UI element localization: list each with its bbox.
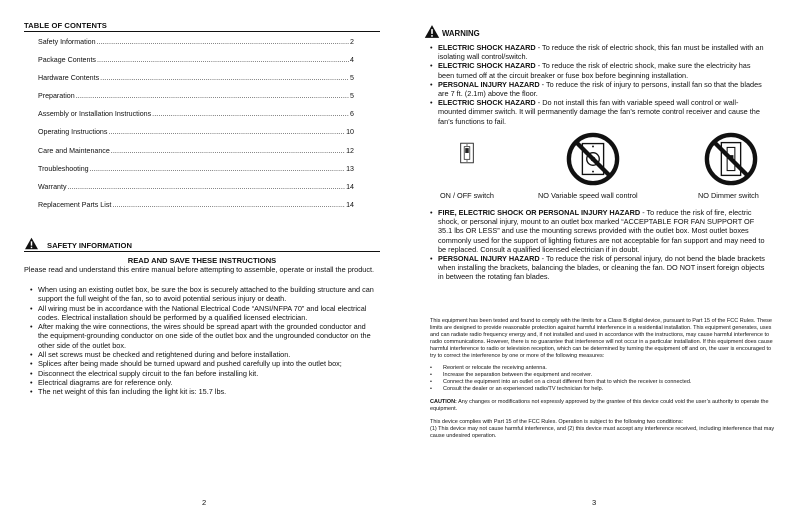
list-item: • All wiring must be in accordance with the National Electrical Code “ANSI/NFPA 70” and local electrical codes. Electrical installation should be performed by a qualified licensed electrician. — [30, 304, 376, 323]
toc-leader-dots — [97, 56, 349, 65]
safety-intro: Please read and understand this entire manual before attempting to assemble, operate or install the product. — [24, 265, 375, 274]
toc-entry-label: Assembly or Installation Instructions — [38, 110, 152, 119]
list-item: • The net weight of this fan including the light kit is: 15.7 lbs. — [30, 387, 376, 396]
part15-conditions: (1) This device may not cause harmful interference, and (2) this device must accept any interference received, including interference that may cause undesired operation. — [430, 425, 775, 439]
list-item — [430, 43, 766, 61]
safety-section-header — [24, 237, 380, 252]
toc-entry-page: 14 — [346, 182, 354, 191]
safety-title: SAFETY INFORMATION — [47, 241, 132, 250]
no-variable-speed-figure — [536, 130, 666, 205]
toc-leader-dots — [111, 147, 345, 156]
list-item: • After making the wire connections, the wires should be spread apart with the grounded conductor and the equipment-grounding conductor on one side of the outlet box and the ungrounded conductor on the other side of the outlet box. — [30, 322, 376, 350]
toc-entry-page: 12 — [346, 146, 354, 155]
toc-entry-label: Operating Instructions — [38, 128, 108, 137]
toc-entry-label: Replacement Parts List — [38, 200, 112, 209]
list-item: • Increase the separation between the equipment and receiver. — [430, 372, 776, 379]
caution-label: CAUTION: — [430, 399, 457, 406]
toc-entry — [38, 183, 354, 201]
toc-entry-page: 10 — [346, 128, 354, 137]
toc-entry-label: Troubleshooting — [38, 164, 89, 173]
onoff-switch-figure — [428, 130, 498, 205]
hazard-label: ELECTRIC SHOCK HAZARD — [438, 61, 536, 71]
toc-entry-page: 14 — [346, 200, 354, 209]
list-item: • All set screws must be checked and retightened during and before installation. — [30, 350, 376, 359]
warning-title: WARNING — [442, 29, 480, 38]
hazard-text: - Do not install this fan with variable speed wall control or wall-mounted dimmer switch. It will permanently damage the fan’s remote control receiver and cause the fan’s functions to fail. — [438, 98, 760, 126]
toc-entry — [38, 38, 354, 56]
toc-entry — [38, 165, 354, 183]
toc-entry-label: Preparation — [38, 92, 75, 101]
toc-leader-dots — [100, 74, 349, 83]
no-dimmer-figure — [690, 130, 770, 205]
toc-entry-page: 6 — [350, 110, 354, 119]
list-item — [430, 80, 766, 98]
list-item: • Electrical diagrams are for reference only. — [30, 378, 376, 387]
part15-intro: This device complies with Part 15 of the FCC Rules. Operation is subject to the following two conditions: — [430, 418, 684, 425]
hazard-label: ELECTRIC SHOCK HAZARD — [438, 98, 536, 108]
toc-entry — [38, 147, 354, 165]
toc-leader-dots — [68, 183, 346, 192]
toc-entry-page: 4 — [350, 56, 354, 65]
list-item: • Reorient or relocate the receiving antenna. — [430, 365, 776, 372]
table-of-contents — [38, 38, 354, 219]
toc-leader-dots — [108, 128, 345, 137]
switch-caption: NO Dimmer switch — [698, 191, 759, 200]
toc-entry-page: 2 — [350, 38, 354, 46]
toc-entry — [38, 128, 354, 146]
toc-title: TABLE OF CONTENTS — [24, 21, 380, 32]
toc-entry-label: Warranty — [38, 182, 67, 191]
toc-entry-page: 5 — [350, 92, 354, 101]
toc-leader-dots — [90, 165, 346, 174]
toc-leader-dots — [97, 38, 349, 47]
page-number: 3 — [592, 498, 597, 507]
toc-entry — [38, 56, 354, 74]
hazard-label: FIRE, ELECTRIC SHOCK OR PERSONAL INJURY HAZARD — [438, 208, 641, 217]
list-item: • When using an existing outlet box, be sure the box is securely attached to the building structure and can support the full weight of the fan, so to avoid potential serious injury or death. — [30, 285, 376, 304]
warning-triangle-icon — [24, 237, 39, 250]
fcc-statement — [430, 318, 776, 440]
hazard-label: PERSONAL INJURY HAZARD — [438, 79, 540, 89]
list-item — [430, 208, 766, 254]
hazard-label: ELECTRIC SHOCK HAZARD — [438, 43, 536, 52]
toc-entry — [38, 92, 354, 110]
list-item — [430, 254, 766, 282]
caution-paragraph — [430, 399, 776, 413]
toc-entry — [38, 110, 354, 128]
list-item: • Connect the equipment into an outlet on a circuit different from that to which the receiver is connected. — [430, 379, 776, 386]
hazard-list — [430, 43, 766, 126]
switch-caption: ON / OFF switch — [440, 191, 494, 200]
caution-text: Any changes or modifications not expressly approved by the grantee of this device could void the user’s authority to operate the equipment. — [430, 399, 769, 412]
hazard-text: - To reduce the risk of electric shock, this fan must be installed with an isolating wall control/switch. — [438, 43, 764, 62]
hazard-text: - To reduce the risk of injury to persons, install fan so that the blades are 7 ft. (2.1m) above the floor. — [438, 79, 762, 99]
list-item: • Disconnect the electrical supply circuit to the fan before installing kit. — [30, 369, 376, 378]
toc-entry-label: Safety Information — [38, 38, 96, 46]
fcc-measures-list — [430, 365, 776, 393]
toc-entry-page: 13 — [346, 164, 354, 173]
toc-leader-dots — [112, 201, 345, 210]
toc-entry — [38, 201, 354, 219]
switch-caption: NO Variable speed wall control — [538, 191, 638, 200]
toc-entry-label: Hardware Contents — [38, 74, 100, 83]
hazard-text: - To reduce the risk of personal injury, do not bend the blade brackets when installing the brackets, balancing the blades, or cleaning the fan. DO NOT insert foreign objects in between the rotating fan blades. — [438, 254, 765, 282]
toc-leader-dots — [76, 92, 349, 101]
no-dimmer-switch-icon — [704, 132, 758, 186]
hazard-label: PERSONAL INJURY HAZARD — [438, 254, 540, 264]
list-item: • Splices after being made should be turned upward and pushed carefully up into the outlet box; — [30, 359, 376, 368]
hazard-list — [430, 208, 766, 282]
hazard-text: - To reduce the risk of fire, electric shock, or personal injury, mount to an outlet box marked “ACCEPTABLE FOR FAN SUPPORT OF 35.1 lbs OR LESS” and use the mounting screws provided with the outlet box. Most outlet boxes commonly used for the support of lighting fixtures are not acceptable for fan support and may need to be replaced. Consult a qualified licensed electrician if in doubt. — [438, 208, 765, 254]
no-variable-speed-icon — [566, 132, 620, 186]
read-save-heading: READ AND SAVE THESE INSTRUCTIONS — [127, 256, 277, 265]
hazard-text: - To reduce the risk of electric shock, make sure the electricity has been turned off at the circuit breaker or fuse box before beginning installation. — [438, 61, 751, 80]
safety-list — [30, 285, 376, 397]
toc-entry — [38, 74, 354, 92]
list-item — [430, 98, 766, 126]
list-item: • Consult the dealer or an experienced radio/TV technician for help. — [430, 386, 776, 393]
toggle-switch-icon — [460, 142, 474, 164]
toc-leader-dots — [152, 110, 349, 119]
fcc-intro: This equipment has been tested and found to comply with the limits for a Class B digital device, pursuant to Part 15 of the FCC Rules. These limits are designed to provide reasonable protection against harmful interference in a residential installation. This equipment generates, uses and can radiate radio frequency energy and, if not installed and used in accordance with the instructions, may cause harmful interference to radio communications. However, there is no guarantee that interference will not occur in a particular installation. If this equipment does cause harmful interference to radio or television reception, which can be determined by turning the equipment off and on, the user is encouraged to try to correct the interference by one or more of the following measures: — [430, 318, 773, 359]
switch-illustrations — [428, 130, 768, 205]
toc-entry-label: Care and Maintenance — [38, 146, 110, 155]
warning-triangle-icon — [424, 24, 440, 39]
page-number: 2 — [202, 498, 207, 507]
toc-entry-page: 5 — [350, 74, 354, 83]
list-item — [430, 61, 766, 79]
warning-section-header — [424, 24, 480, 39]
toc-entry-label: Package Contents — [38, 56, 96, 65]
right-page — [400, 0, 800, 518]
